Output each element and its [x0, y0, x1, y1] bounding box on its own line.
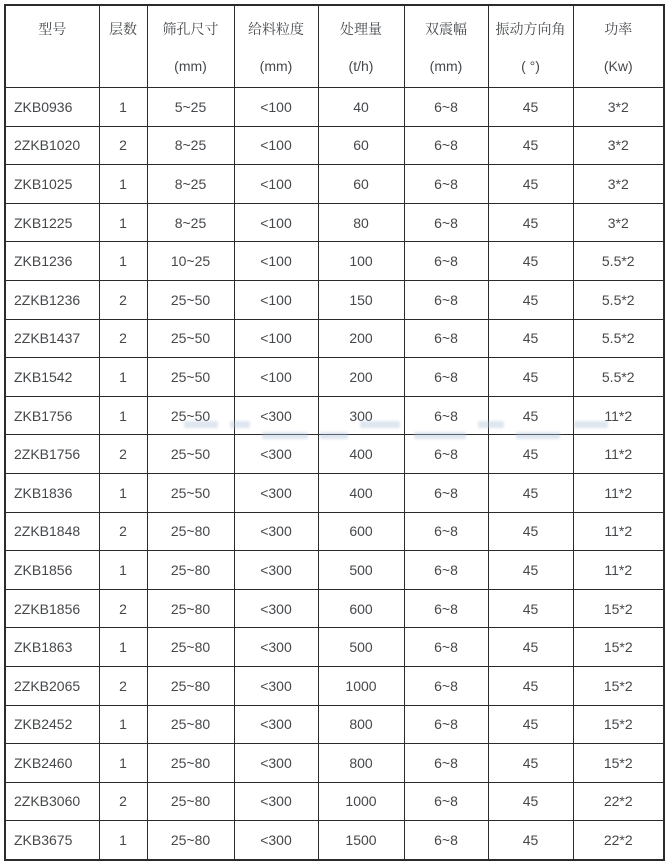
- cell-capacity: 1500: [318, 821, 404, 860]
- table-row: [5, 473, 664, 512]
- cell-capacity: 500: [318, 628, 404, 667]
- cell-layers: 1: [99, 744, 147, 783]
- cell-layers: 2: [99, 280, 147, 319]
- cell-model: ZKB1863: [5, 628, 99, 667]
- cell-amplitude: 6~8: [404, 358, 488, 397]
- table-row: [5, 512, 664, 551]
- cell-power: 15*2: [573, 705, 664, 744]
- cell-layers: 2: [99, 589, 147, 628]
- cell-feed-size: <100: [234, 242, 318, 281]
- table-row: [5, 551, 664, 590]
- cell-layers: 1: [99, 396, 147, 435]
- cell-vibration-angle: 45: [488, 744, 573, 783]
- table-row: [5, 705, 664, 744]
- cell-capacity: 100: [318, 242, 404, 281]
- cell-mesh-size: 25~80: [147, 821, 234, 860]
- cell-vibration-angle: 45: [488, 280, 573, 319]
- cell-capacity: 200: [318, 319, 404, 358]
- cell-model: ZKB2460: [5, 744, 99, 783]
- cell-layers: 1: [99, 165, 147, 204]
- col-unit: (t/h): [348, 58, 374, 74]
- table-row: [5, 435, 664, 474]
- cell-model: 2ZKB3060: [5, 782, 99, 821]
- col-header-amplitude: [404, 5, 488, 88]
- cell-model: 2ZKB1848: [5, 512, 99, 551]
- cell-amplitude: 6~8: [404, 589, 488, 628]
- cell-model: ZKB1225: [5, 203, 99, 242]
- col-unit: (mm): [259, 58, 293, 74]
- cell-feed-size: <300: [234, 782, 318, 821]
- cell-feed-size: <300: [234, 551, 318, 590]
- cell-vibration-angle: 45: [488, 821, 573, 860]
- table-row: [5, 319, 664, 358]
- cell-amplitude: 6~8: [404, 628, 488, 667]
- cell-mesh-size: 25~50: [147, 280, 234, 319]
- col-header-capacity: [318, 5, 404, 88]
- cell-feed-size: <300: [234, 396, 318, 435]
- table-row: [5, 666, 664, 705]
- cell-model: ZKB1542: [5, 358, 99, 397]
- col-header-layers: [99, 5, 147, 88]
- cell-layers: 1: [99, 203, 147, 242]
- table-row: [5, 126, 664, 165]
- col-title: 振动方向角: [495, 21, 566, 37]
- cell-vibration-angle: 45: [488, 628, 573, 667]
- cell-mesh-size: 25~80: [147, 744, 234, 783]
- cell-feed-size: <100: [234, 203, 318, 242]
- cell-model: 2ZKB1236: [5, 280, 99, 319]
- cell-power: 5.5*2: [573, 242, 664, 281]
- table-row: [5, 165, 664, 204]
- cell-vibration-angle: 45: [488, 358, 573, 397]
- cell-vibration-angle: 45: [488, 705, 573, 744]
- cell-feed-size: <300: [234, 628, 318, 667]
- table-header: [5, 5, 664, 88]
- cell-capacity: 800: [318, 705, 404, 744]
- cell-power: 3*2: [573, 203, 664, 242]
- cell-layers: 1: [99, 358, 147, 397]
- cell-mesh-size: 25~80: [147, 628, 234, 667]
- cell-layers: 2: [99, 126, 147, 165]
- cell-layers: 1: [99, 551, 147, 590]
- cell-vibration-angle: 45: [488, 512, 573, 551]
- col-unit: (mm): [429, 58, 463, 74]
- cell-power: 11*2: [573, 435, 664, 474]
- cell-vibration-angle: 45: [488, 203, 573, 242]
- cell-vibration-angle: 45: [488, 589, 573, 628]
- table-row: [5, 280, 664, 319]
- cell-power: 11*2: [573, 473, 664, 512]
- table-row: [5, 821, 664, 860]
- cell-vibration-angle: 45: [488, 319, 573, 358]
- cell-mesh-size: 25~50: [147, 319, 234, 358]
- cell-capacity: 400: [318, 435, 404, 474]
- col-header-mesh-size: [147, 5, 234, 88]
- cell-amplitude: 6~8: [404, 319, 488, 358]
- cell-model: ZKB1025: [5, 165, 99, 204]
- cell-power: 11*2: [573, 396, 664, 435]
- cell-amplitude: 6~8: [404, 551, 488, 590]
- cell-feed-size: <100: [234, 165, 318, 204]
- cell-amplitude: 6~8: [404, 821, 488, 860]
- table-row: [5, 744, 664, 783]
- cell-power: 3*2: [573, 88, 664, 127]
- col-header-model: [5, 5, 99, 88]
- cell-vibration-angle: 45: [488, 473, 573, 512]
- cell-layers: 1: [99, 473, 147, 512]
- cell-capacity: 600: [318, 589, 404, 628]
- table-row: [5, 358, 664, 397]
- cell-amplitude: 6~8: [404, 280, 488, 319]
- cell-power: 15*2: [573, 666, 664, 705]
- cell-power: 15*2: [573, 589, 664, 628]
- cell-capacity: 40: [318, 88, 404, 127]
- cell-amplitude: 6~8: [404, 126, 488, 165]
- cell-capacity: 400: [318, 473, 404, 512]
- col-header-power: [573, 5, 664, 88]
- cell-capacity: 60: [318, 126, 404, 165]
- cell-mesh-size: 25~80: [147, 512, 234, 551]
- cell-capacity: 500: [318, 551, 404, 590]
- cell-amplitude: 6~8: [404, 512, 488, 551]
- cell-power: 11*2: [573, 551, 664, 590]
- cell-power: 15*2: [573, 744, 664, 783]
- cell-layers: 2: [99, 319, 147, 358]
- cell-feed-size: <300: [234, 512, 318, 551]
- cell-mesh-size: 25~80: [147, 666, 234, 705]
- cell-vibration-angle: 45: [488, 126, 573, 165]
- table-row: [5, 242, 664, 281]
- cell-mesh-size: 25~80: [147, 782, 234, 821]
- cell-power: 3*2: [573, 126, 664, 165]
- cell-amplitude: 6~8: [404, 203, 488, 242]
- cell-capacity: 1000: [318, 782, 404, 821]
- cell-vibration-angle: 45: [488, 165, 573, 204]
- col-title: 型号: [38, 21, 67, 37]
- cell-feed-size: <100: [234, 358, 318, 397]
- col-title: 功率: [604, 21, 633, 37]
- cell-layers: 1: [99, 628, 147, 667]
- table-row: [5, 88, 664, 127]
- cell-model: ZKB0936: [5, 88, 99, 127]
- cell-layers: 1: [99, 821, 147, 860]
- cell-model: 2ZKB1856: [5, 589, 99, 628]
- cell-power: 5.5*2: [573, 319, 664, 358]
- cell-mesh-size: 5~25: [147, 88, 234, 127]
- cell-amplitude: 6~8: [404, 705, 488, 744]
- cell-power: 22*2: [573, 821, 664, 860]
- spec-table: [4, 4, 665, 861]
- table-row: [5, 589, 664, 628]
- cell-amplitude: 6~8: [404, 88, 488, 127]
- cell-capacity: 150: [318, 280, 404, 319]
- cell-mesh-size: 8~25: [147, 165, 234, 204]
- cell-capacity: 80: [318, 203, 404, 242]
- cell-capacity: 1000: [318, 666, 404, 705]
- cell-feed-size: <300: [234, 589, 318, 628]
- cell-layers: 2: [99, 435, 147, 474]
- cell-feed-size: <300: [234, 821, 318, 860]
- cell-mesh-size: 10~25: [147, 242, 234, 281]
- cell-mesh-size: 25~50: [147, 435, 234, 474]
- cell-feed-size: <100: [234, 88, 318, 127]
- col-title: 处理量: [340, 21, 382, 37]
- cell-layers: 1: [99, 705, 147, 744]
- cell-model: ZKB2452: [5, 705, 99, 744]
- cell-feed-size: <100: [234, 319, 318, 358]
- cell-mesh-size: 25~80: [147, 551, 234, 590]
- cell-model: 2ZKB1020: [5, 126, 99, 165]
- cell-model: ZKB1756: [5, 396, 99, 435]
- cell-amplitude: 6~8: [404, 744, 488, 783]
- col-unit: (Kw): [603, 58, 633, 74]
- cell-model: ZKB1236: [5, 242, 99, 281]
- cell-mesh-size: 25~80: [147, 705, 234, 744]
- table-row: [5, 203, 664, 242]
- col-title: 双震幅: [425, 21, 467, 37]
- cell-vibration-angle: 45: [488, 396, 573, 435]
- cell-mesh-size: 25~50: [147, 396, 234, 435]
- cell-vibration-angle: 45: [488, 782, 573, 821]
- cell-amplitude: 6~8: [404, 666, 488, 705]
- cell-mesh-size: 25~50: [147, 358, 234, 397]
- cell-mesh-size: 25~50: [147, 473, 234, 512]
- cell-amplitude: 6~8: [404, 782, 488, 821]
- cell-feed-size: <100: [234, 126, 318, 165]
- cell-amplitude: 6~8: [404, 396, 488, 435]
- cell-vibration-angle: 45: [488, 666, 573, 705]
- cell-capacity: 300: [318, 396, 404, 435]
- table-body: [5, 88, 664, 860]
- cell-model: ZKB1836: [5, 473, 99, 512]
- table-row: [5, 396, 664, 435]
- cell-mesh-size: 8~25: [147, 126, 234, 165]
- table-row: [5, 782, 664, 821]
- cell-capacity: 200: [318, 358, 404, 397]
- cell-model: 2ZKB2065: [5, 666, 99, 705]
- cell-power: 5.5*2: [573, 358, 664, 397]
- cell-amplitude: 6~8: [404, 435, 488, 474]
- cell-power: 11*2: [573, 512, 664, 551]
- cell-model: 2ZKB1437: [5, 319, 99, 358]
- cell-layers: 2: [99, 782, 147, 821]
- cell-layers: 2: [99, 512, 147, 551]
- cell-power: 5.5*2: [573, 280, 664, 319]
- col-title: 给料粒度: [248, 21, 304, 37]
- header-row: [5, 5, 664, 88]
- col-unit: [100, 48, 147, 85]
- col-header-vibration-angle: [488, 5, 573, 88]
- cell-power: 22*2: [573, 782, 664, 821]
- cell-model: 2ZKB1756: [5, 435, 99, 474]
- cell-power: 3*2: [573, 165, 664, 204]
- col-unit: (mm): [174, 58, 207, 74]
- cell-feed-size: <300: [234, 666, 318, 705]
- cell-capacity: 800: [318, 744, 404, 783]
- col-title: 筛孔尺寸: [162, 21, 219, 37]
- cell-vibration-angle: 45: [488, 88, 573, 127]
- table-row: [5, 628, 664, 667]
- col-unit: [6, 48, 99, 85]
- cell-capacity: 60: [318, 165, 404, 204]
- cell-amplitude: 6~8: [404, 473, 488, 512]
- cell-capacity: 600: [318, 512, 404, 551]
- cell-vibration-angle: 45: [488, 242, 573, 281]
- col-unit: ( °): [521, 58, 540, 74]
- col-header-feed-size: [234, 5, 318, 88]
- cell-feed-size: <300: [234, 705, 318, 744]
- cell-layers: 1: [99, 88, 147, 127]
- cell-mesh-size: 25~80: [147, 589, 234, 628]
- col-title: 层数: [109, 21, 137, 37]
- cell-feed-size: <300: [234, 435, 318, 474]
- cell-layers: 1: [99, 242, 147, 281]
- cell-amplitude: 6~8: [404, 242, 488, 281]
- cell-vibration-angle: 45: [488, 551, 573, 590]
- cell-model: ZKB3675: [5, 821, 99, 860]
- cell-feed-size: <300: [234, 744, 318, 783]
- cell-model: ZKB1856: [5, 551, 99, 590]
- cell-feed-size: <300: [234, 473, 318, 512]
- cell-vibration-angle: 45: [488, 435, 573, 474]
- cell-power: 15*2: [573, 628, 664, 667]
- cell-amplitude: 6~8: [404, 165, 488, 204]
- cell-layers: 2: [99, 666, 147, 705]
- cell-mesh-size: 8~25: [147, 203, 234, 242]
- cell-feed-size: <100: [234, 280, 318, 319]
